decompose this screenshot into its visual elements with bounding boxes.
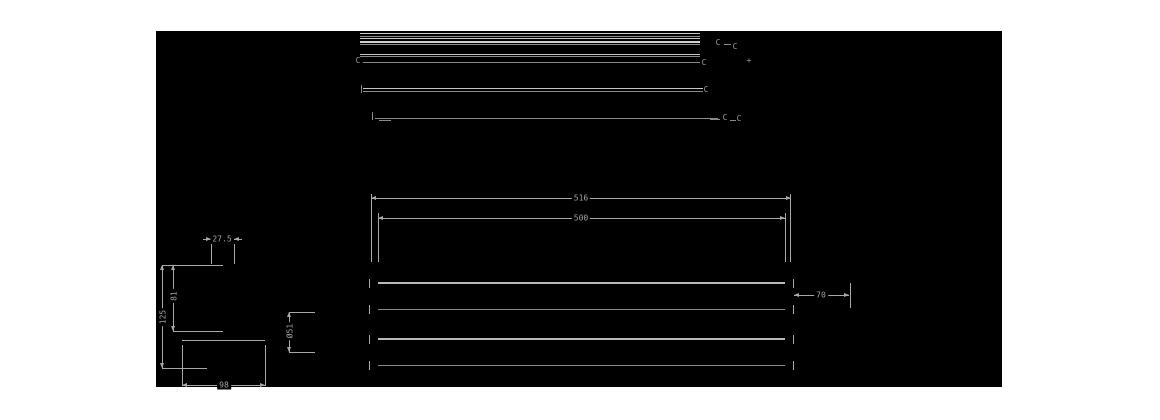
end-dash — [730, 120, 736, 121]
arrowhead — [287, 347, 291, 352]
dim-label-98: 98 — [219, 380, 229, 390]
arrowhead — [794, 293, 799, 297]
end-tick — [793, 361, 794, 370]
dim-label-125: 125 — [158, 309, 168, 325]
detail-outline — [173, 331, 223, 332]
section-label-c: C — [722, 113, 728, 122]
end-dash — [379, 120, 391, 121]
section-label-c: C — [703, 85, 709, 94]
top-profile-line — [363, 62, 700, 63]
extension-line — [234, 244, 235, 264]
arrowhead — [182, 383, 187, 387]
plus-marker: + — [746, 56, 752, 65]
top-profile-line — [360, 41, 700, 43]
top-profile-line — [363, 91, 703, 92]
section-label-c: C — [715, 38, 721, 47]
extension-line — [790, 194, 791, 262]
end-tick — [369, 305, 370, 314]
top-profile-line — [360, 38, 700, 39]
top-profile-line — [360, 44, 700, 45]
arrowhead — [786, 196, 791, 200]
top-profile-line — [375, 118, 718, 119]
end-tick — [372, 112, 373, 120]
end-tick — [369, 361, 370, 370]
dim-label-27-5: 27.5 — [212, 234, 232, 244]
end-dash — [710, 119, 720, 120]
terminator-tick — [850, 283, 851, 308]
end-tick — [369, 335, 370, 344]
arrowhead — [260, 383, 265, 387]
arrowhead — [171, 326, 175, 331]
arrowhead — [160, 363, 164, 368]
arrowhead — [371, 196, 376, 200]
lamination-line — [378, 282, 785, 284]
dim-leader — [289, 352, 315, 353]
extension-line — [371, 194, 372, 262]
dim-leader — [289, 312, 315, 313]
dim-label-diameter: Ø51 — [285, 323, 295, 339]
top-profile-line — [360, 33, 700, 34]
end-tick — [793, 335, 794, 344]
extension-line — [378, 213, 379, 262]
extension-line — [182, 345, 183, 386]
section-label-c: C — [701, 58, 707, 67]
top-profile-line — [360, 54, 700, 55]
lamination-line — [378, 365, 785, 366]
end-dash — [724, 44, 731, 45]
end-tick — [793, 305, 794, 314]
arrowhead — [378, 216, 383, 220]
extension-line — [211, 244, 212, 264]
end-tick — [369, 279, 370, 288]
end-tick — [793, 279, 794, 288]
extension-line — [785, 213, 786, 262]
dim-label-500: 500 — [573, 213, 589, 223]
arrowhead — [287, 312, 291, 317]
top-profile-line — [360, 56, 700, 57]
arrowhead — [160, 265, 164, 270]
dim-label-516: 516 — [573, 193, 589, 203]
top-profile-line — [360, 36, 700, 37]
dim-label-70: 70 — [816, 290, 826, 300]
section-label-c: C — [355, 56, 361, 65]
detail-outline — [162, 368, 207, 369]
arrowhead — [171, 265, 175, 270]
arrowhead — [844, 293, 849, 297]
detail-outline — [182, 340, 265, 341]
top-profile-line — [363, 88, 703, 89]
lamination-line — [378, 338, 785, 340]
section-label-c: C — [736, 114, 742, 123]
arrowhead — [234, 237, 239, 241]
drawing-canvas — [156, 31, 1002, 390]
dim-label-81: 81 — [169, 291, 179, 301]
section-label-c: C — [732, 42, 738, 51]
arrowhead — [780, 216, 785, 220]
extension-line — [265, 345, 266, 386]
end-tick — [361, 85, 362, 93]
lamination-line — [378, 309, 785, 310]
